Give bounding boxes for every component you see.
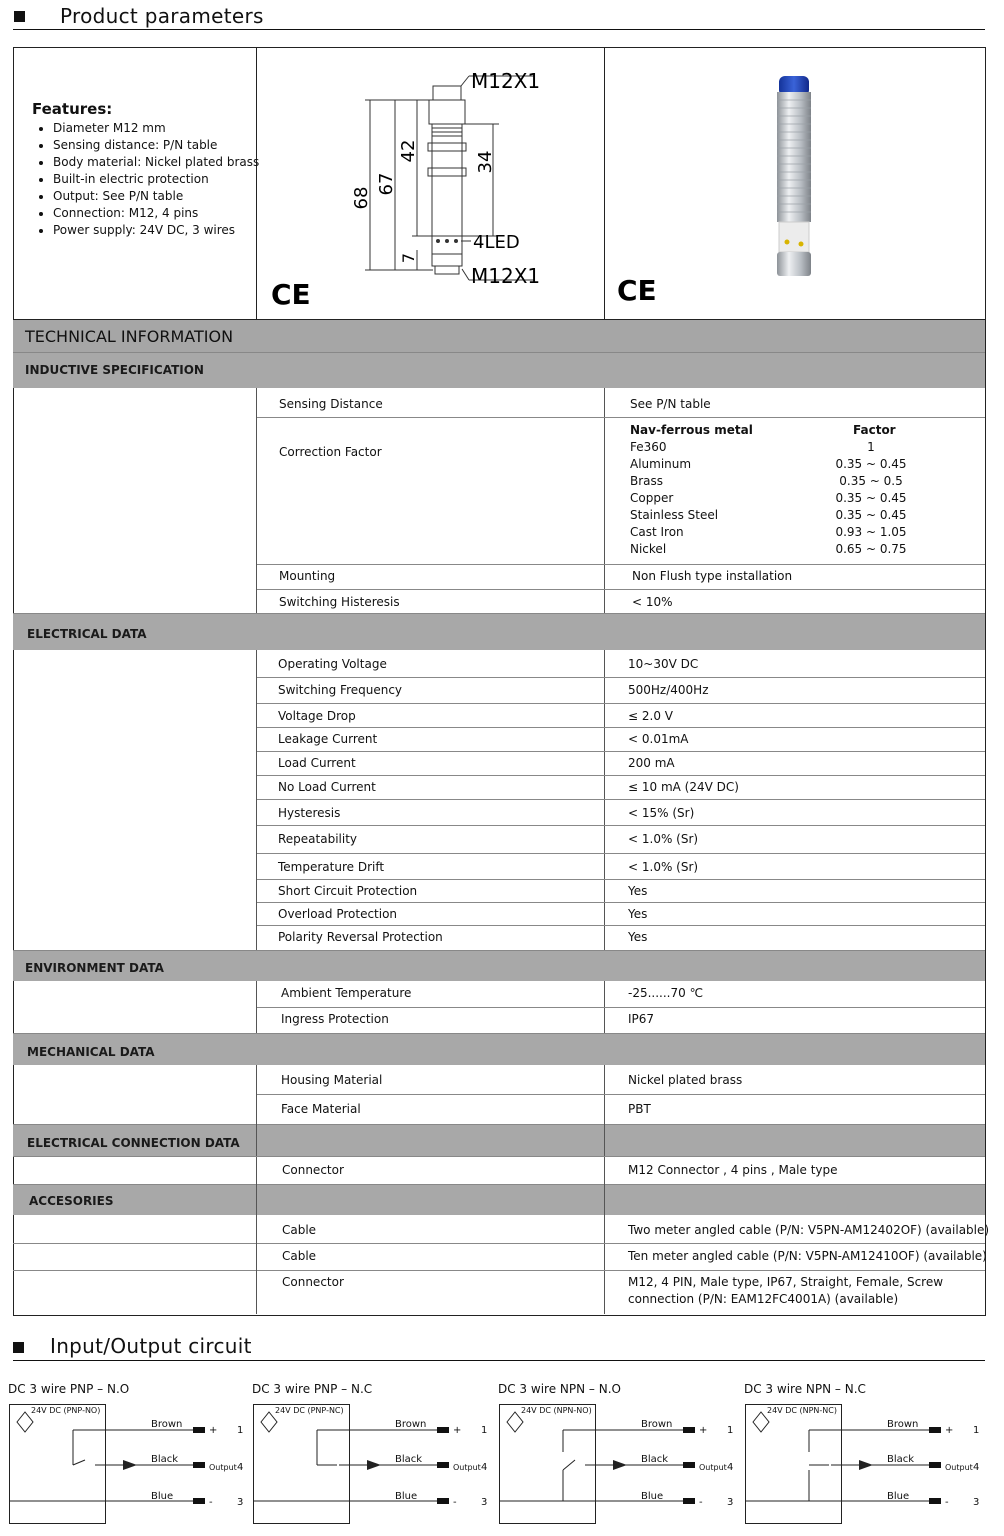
electrical-row-label: Load Current bbox=[278, 756, 356, 770]
sensing-distance-label: Sensing Distance bbox=[279, 397, 383, 411]
pin-3: 3 bbox=[973, 1497, 980, 1508]
electrical-row-label: Operating Voltage bbox=[278, 657, 387, 671]
electrical-row-label: Polarity Reversal Protection bbox=[278, 930, 443, 944]
wire-brown-label: Brown bbox=[395, 1419, 427, 1430]
page-title: Product parameters bbox=[60, 4, 264, 28]
metal-name: Nickel bbox=[630, 542, 667, 556]
environment-row-value: IP67 bbox=[628, 1012, 655, 1026]
pin-1: 1 bbox=[727, 1425, 734, 1436]
electrical-row-value: Yes bbox=[628, 907, 648, 921]
top-thread-label: M12X1 bbox=[471, 69, 541, 93]
inductive-title: INDUCTIVE SPECIFICATION bbox=[25, 363, 204, 377]
dim-68: 68 bbox=[351, 186, 372, 210]
pin-3: 3 bbox=[237, 1497, 244, 1508]
metal-name: Copper bbox=[630, 491, 674, 505]
row-divider bbox=[257, 751, 985, 752]
row-divider bbox=[13, 1270, 256, 1271]
metal-factor: 0.35 ~ 0.45 bbox=[835, 457, 907, 471]
pin-1: 1 bbox=[237, 1425, 244, 1436]
product-photo bbox=[605, 48, 984, 318]
switching-hysteresis-label: Switching Histeresis bbox=[279, 595, 400, 609]
ce-mark-drawing: CE bbox=[271, 278, 311, 311]
circuit-box-label: 24V DC (NPN-NC) bbox=[767, 1406, 837, 1415]
circuit-title: Input/Output circuit bbox=[50, 1334, 252, 1358]
terminal-plus: + bbox=[699, 1425, 708, 1436]
wire-black-label: Black bbox=[395, 1454, 423, 1465]
electrical-row-value: Yes bbox=[628, 884, 648, 898]
circuit-box-label: 24V DC (PNP-NO) bbox=[31, 1406, 101, 1415]
connection-header bbox=[13, 1124, 985, 1156]
row-divider bbox=[257, 727, 985, 728]
terminal-output-label: Output bbox=[945, 1463, 973, 1472]
dim-7: 7 bbox=[399, 252, 418, 264]
row-divider bbox=[257, 902, 985, 903]
electrical-row-label: No Load Current bbox=[278, 780, 376, 794]
feature-item: • Built-in electric protection bbox=[53, 171, 259, 188]
terminal-plus: + bbox=[453, 1425, 462, 1436]
electrical-row-value: 10~30V DC bbox=[628, 657, 699, 671]
pin-3: 3 bbox=[481, 1497, 488, 1508]
circuit-diagram bbox=[499, 1402, 739, 1527]
circuit-diagram bbox=[745, 1402, 985, 1527]
features-title: Features: bbox=[32, 100, 113, 118]
feature-item: • Sensing distance: P/N table bbox=[53, 137, 259, 154]
row-divider bbox=[257, 825, 985, 826]
circuit-caption: DC 3 wire NPN – N.O bbox=[498, 1382, 621, 1396]
inductive-header bbox=[13, 352, 985, 388]
terminal-minus: - bbox=[699, 1497, 703, 1508]
metal-factor: 0.35 ~ 0.5 bbox=[839, 474, 903, 488]
row-divider bbox=[257, 853, 985, 854]
metal-name: Fe360 bbox=[630, 440, 667, 454]
electrical-row-label: Switching Frequency bbox=[278, 683, 403, 697]
metal-name: Brass bbox=[630, 474, 664, 488]
environment-title: ENVIRONMENT DATA bbox=[25, 961, 164, 975]
connection-row-label: Connector bbox=[282, 1163, 344, 1177]
pin-4: 4 bbox=[481, 1462, 488, 1473]
electrical-row-value: Yes bbox=[628, 930, 648, 944]
electrical-row-value: ≤ 10 mA (24V DC) bbox=[628, 780, 739, 794]
terminal-output-label: Output bbox=[699, 1463, 727, 1472]
environment-row-label: Ingress Protection bbox=[281, 1012, 389, 1026]
feature-item: • Body material: Nickel plated brass bbox=[53, 154, 259, 171]
electrical-row-label: Temperature Drift bbox=[278, 860, 385, 874]
accessory-row-label: Cable bbox=[282, 1223, 317, 1237]
wire-brown-label: Brown bbox=[151, 1419, 183, 1430]
metal-name: Aluminum bbox=[630, 457, 692, 471]
mechanical-row-value: Nickel plated brass bbox=[628, 1073, 743, 1087]
electrical-row-value: < 15% (Sr) bbox=[628, 806, 695, 820]
bottom-thread-label: M12X1 bbox=[471, 264, 541, 288]
pin-4: 4 bbox=[237, 1462, 244, 1473]
electrical-row-label: Repeatability bbox=[278, 832, 358, 846]
terminal-minus: - bbox=[945, 1497, 949, 1508]
mounting-value: Non Flush type installation bbox=[632, 569, 793, 583]
wire-blue-label: Blue bbox=[151, 1491, 174, 1502]
circuit-rule bbox=[13, 1360, 985, 1361]
metal-name: Stainless Steel bbox=[630, 508, 719, 522]
metal-factor: 0.65 ~ 0.75 bbox=[835, 542, 907, 556]
circuit-caption: DC 3 wire NPN – N.C bbox=[744, 1382, 866, 1396]
pin-1: 1 bbox=[973, 1425, 980, 1436]
accessory-row-value-line2: connection (P/N: EAM12FC4001A) (available) bbox=[628, 1292, 899, 1306]
row-divider bbox=[13, 1243, 256, 1244]
accessories-header bbox=[13, 1184, 985, 1215]
pin-3: 3 bbox=[727, 1497, 734, 1508]
mounting-label: Mounting bbox=[279, 569, 336, 583]
row-divider bbox=[257, 799, 985, 800]
switching-hysteresis-value: < 10% bbox=[632, 595, 673, 609]
terminal-output-label: Output bbox=[453, 1463, 481, 1472]
row-divider bbox=[257, 677, 985, 678]
environment-header bbox=[13, 950, 985, 981]
electrical-row-value: 200 mA bbox=[628, 756, 675, 770]
accessory-row-value: M12, 4 PIN, Male type, IP67, Straight, Female, Screw bbox=[628, 1275, 944, 1289]
pin-4: 4 bbox=[973, 1462, 980, 1473]
circuit-caption: DC 3 wire PNP – N.O bbox=[8, 1382, 130, 1396]
wire-black-label: Black bbox=[887, 1454, 915, 1465]
terminal-output-label: Output bbox=[209, 1463, 237, 1472]
metal-header: Nav-ferrous metal bbox=[630, 423, 753, 437]
electrical-row-value: 500Hz/400Hz bbox=[628, 683, 709, 697]
wire-black-label: Black bbox=[151, 1454, 179, 1465]
row-divider bbox=[257, 879, 985, 880]
electrical-row-label: Overload Protection bbox=[278, 907, 398, 921]
electrical-data-header bbox=[13, 613, 985, 650]
electrical-row-label: Short Circuit Protection bbox=[278, 884, 418, 898]
connection-row-value: M12 Connector , 4 pins , Male type bbox=[628, 1163, 838, 1177]
accessory-row-label: Cable bbox=[282, 1249, 317, 1263]
terminal-minus: - bbox=[209, 1497, 213, 1508]
row-divider bbox=[257, 703, 985, 704]
electrical-row-label: Voltage Drop bbox=[278, 709, 356, 723]
dim-42: 42 bbox=[398, 139, 419, 163]
feature-item: • Output: See P/N table bbox=[53, 188, 259, 205]
terminal-plus: + bbox=[209, 1425, 218, 1436]
row-divider bbox=[13, 1156, 985, 1157]
accessory-row-label: Connector bbox=[282, 1275, 344, 1289]
accessories-title: ACCESORIES bbox=[29, 1194, 114, 1208]
sensing-distance-value: See P/N table bbox=[630, 397, 711, 411]
wire-blue-label: Blue bbox=[395, 1491, 418, 1502]
row-divider bbox=[257, 1243, 985, 1244]
circuit-caption: DC 3 wire PNP – N.C bbox=[252, 1382, 373, 1396]
pin-1: 1 bbox=[481, 1425, 488, 1436]
row-divider bbox=[257, 925, 985, 926]
electrical-row-label: Hysteresis bbox=[278, 806, 341, 820]
environment-row-value: -25......70 ℃ bbox=[628, 986, 704, 1000]
features-list bbox=[32, 120, 259, 239]
factor-header: Factor bbox=[853, 423, 896, 437]
mechanical-row-label: Housing Material bbox=[281, 1073, 383, 1087]
dim-67: 67 bbox=[376, 172, 397, 196]
terminal-plus: + bbox=[945, 1425, 954, 1436]
row-divider bbox=[257, 775, 985, 776]
circuit-box-label: 24V DC (PNP-NC) bbox=[275, 1406, 344, 1415]
technical-information-header bbox=[13, 319, 985, 352]
technical-information-title: TECHNICAL INFORMATION bbox=[25, 327, 234, 346]
metal-factor: 0.35 ~ 0.45 bbox=[835, 508, 907, 522]
metal-factor: 0.93 ~ 1.05 bbox=[835, 525, 907, 539]
wire-black-label: Black bbox=[641, 1454, 669, 1465]
title-rule bbox=[13, 29, 985, 30]
wire-blue-label: Blue bbox=[887, 1491, 910, 1502]
pin-4: 4 bbox=[727, 1462, 734, 1473]
environment-row-label: Ambient Temperature bbox=[281, 986, 412, 1000]
mechanical-title: MECHANICAL DATA bbox=[27, 1045, 155, 1059]
mechanical-row-value: PBT bbox=[628, 1102, 651, 1116]
mechanical-header bbox=[13, 1033, 985, 1065]
wire-brown-label: Brown bbox=[641, 1419, 673, 1430]
circuit-box-label: 24V DC (NPN-NO) bbox=[521, 1406, 592, 1415]
electrical-row-value: < 1.0% (Sr) bbox=[628, 832, 699, 846]
accessory-row-value: Two meter angled cable (P/N: V5PN-AM12402OF) (available) bbox=[628, 1223, 990, 1237]
ce-mark-photo: CE bbox=[617, 274, 657, 307]
terminal-minus: - bbox=[453, 1497, 457, 1508]
section-bullet-icon bbox=[14, 11, 25, 22]
correction-factor-label: Correction Factor bbox=[279, 445, 382, 459]
electrical-row-label: Leakage Current bbox=[278, 732, 378, 746]
electrical-row-value: ≤ 2.0 V bbox=[628, 709, 673, 723]
feature-item: • Power supply: 24V DC, 3 wires bbox=[53, 222, 259, 239]
electrical-row-value: < 1.0% (Sr) bbox=[628, 860, 699, 874]
row-divider bbox=[257, 1007, 985, 1008]
row-divider bbox=[257, 1270, 985, 1271]
feature-item: • Diameter M12 mm bbox=[53, 120, 259, 137]
section-bullet-icon bbox=[13, 1342, 24, 1353]
metal-factor: 1 bbox=[867, 440, 875, 454]
circuit-diagram bbox=[253, 1402, 493, 1527]
electrical-row-value: < 0.01mA bbox=[628, 732, 689, 746]
accessory-row-value: Ten meter angled cable (P/N: V5PN-AM12410OF) (available) bbox=[628, 1249, 987, 1263]
wire-blue-label: Blue bbox=[641, 1491, 664, 1502]
dim-34: 34 bbox=[475, 150, 496, 174]
mechanical-row-label: Face Material bbox=[281, 1102, 361, 1116]
metal-name: Cast Iron bbox=[630, 525, 684, 539]
row-divider bbox=[257, 1094, 985, 1095]
dimension-drawing bbox=[257, 48, 604, 318]
circuit-diagram bbox=[9, 1402, 249, 1527]
metal-factor: 0.35 ~ 0.45 bbox=[835, 491, 907, 505]
feature-item: • Connection: M12, 4 pins bbox=[53, 205, 259, 222]
wire-brown-label: Brown bbox=[887, 1419, 919, 1430]
connection-title: ELECTRICAL CONNECTION DATA bbox=[27, 1136, 240, 1150]
electrical-data-title: ELECTRICAL DATA bbox=[27, 627, 147, 641]
features-block bbox=[32, 100, 259, 239]
led-label: 4LED bbox=[473, 232, 520, 253]
